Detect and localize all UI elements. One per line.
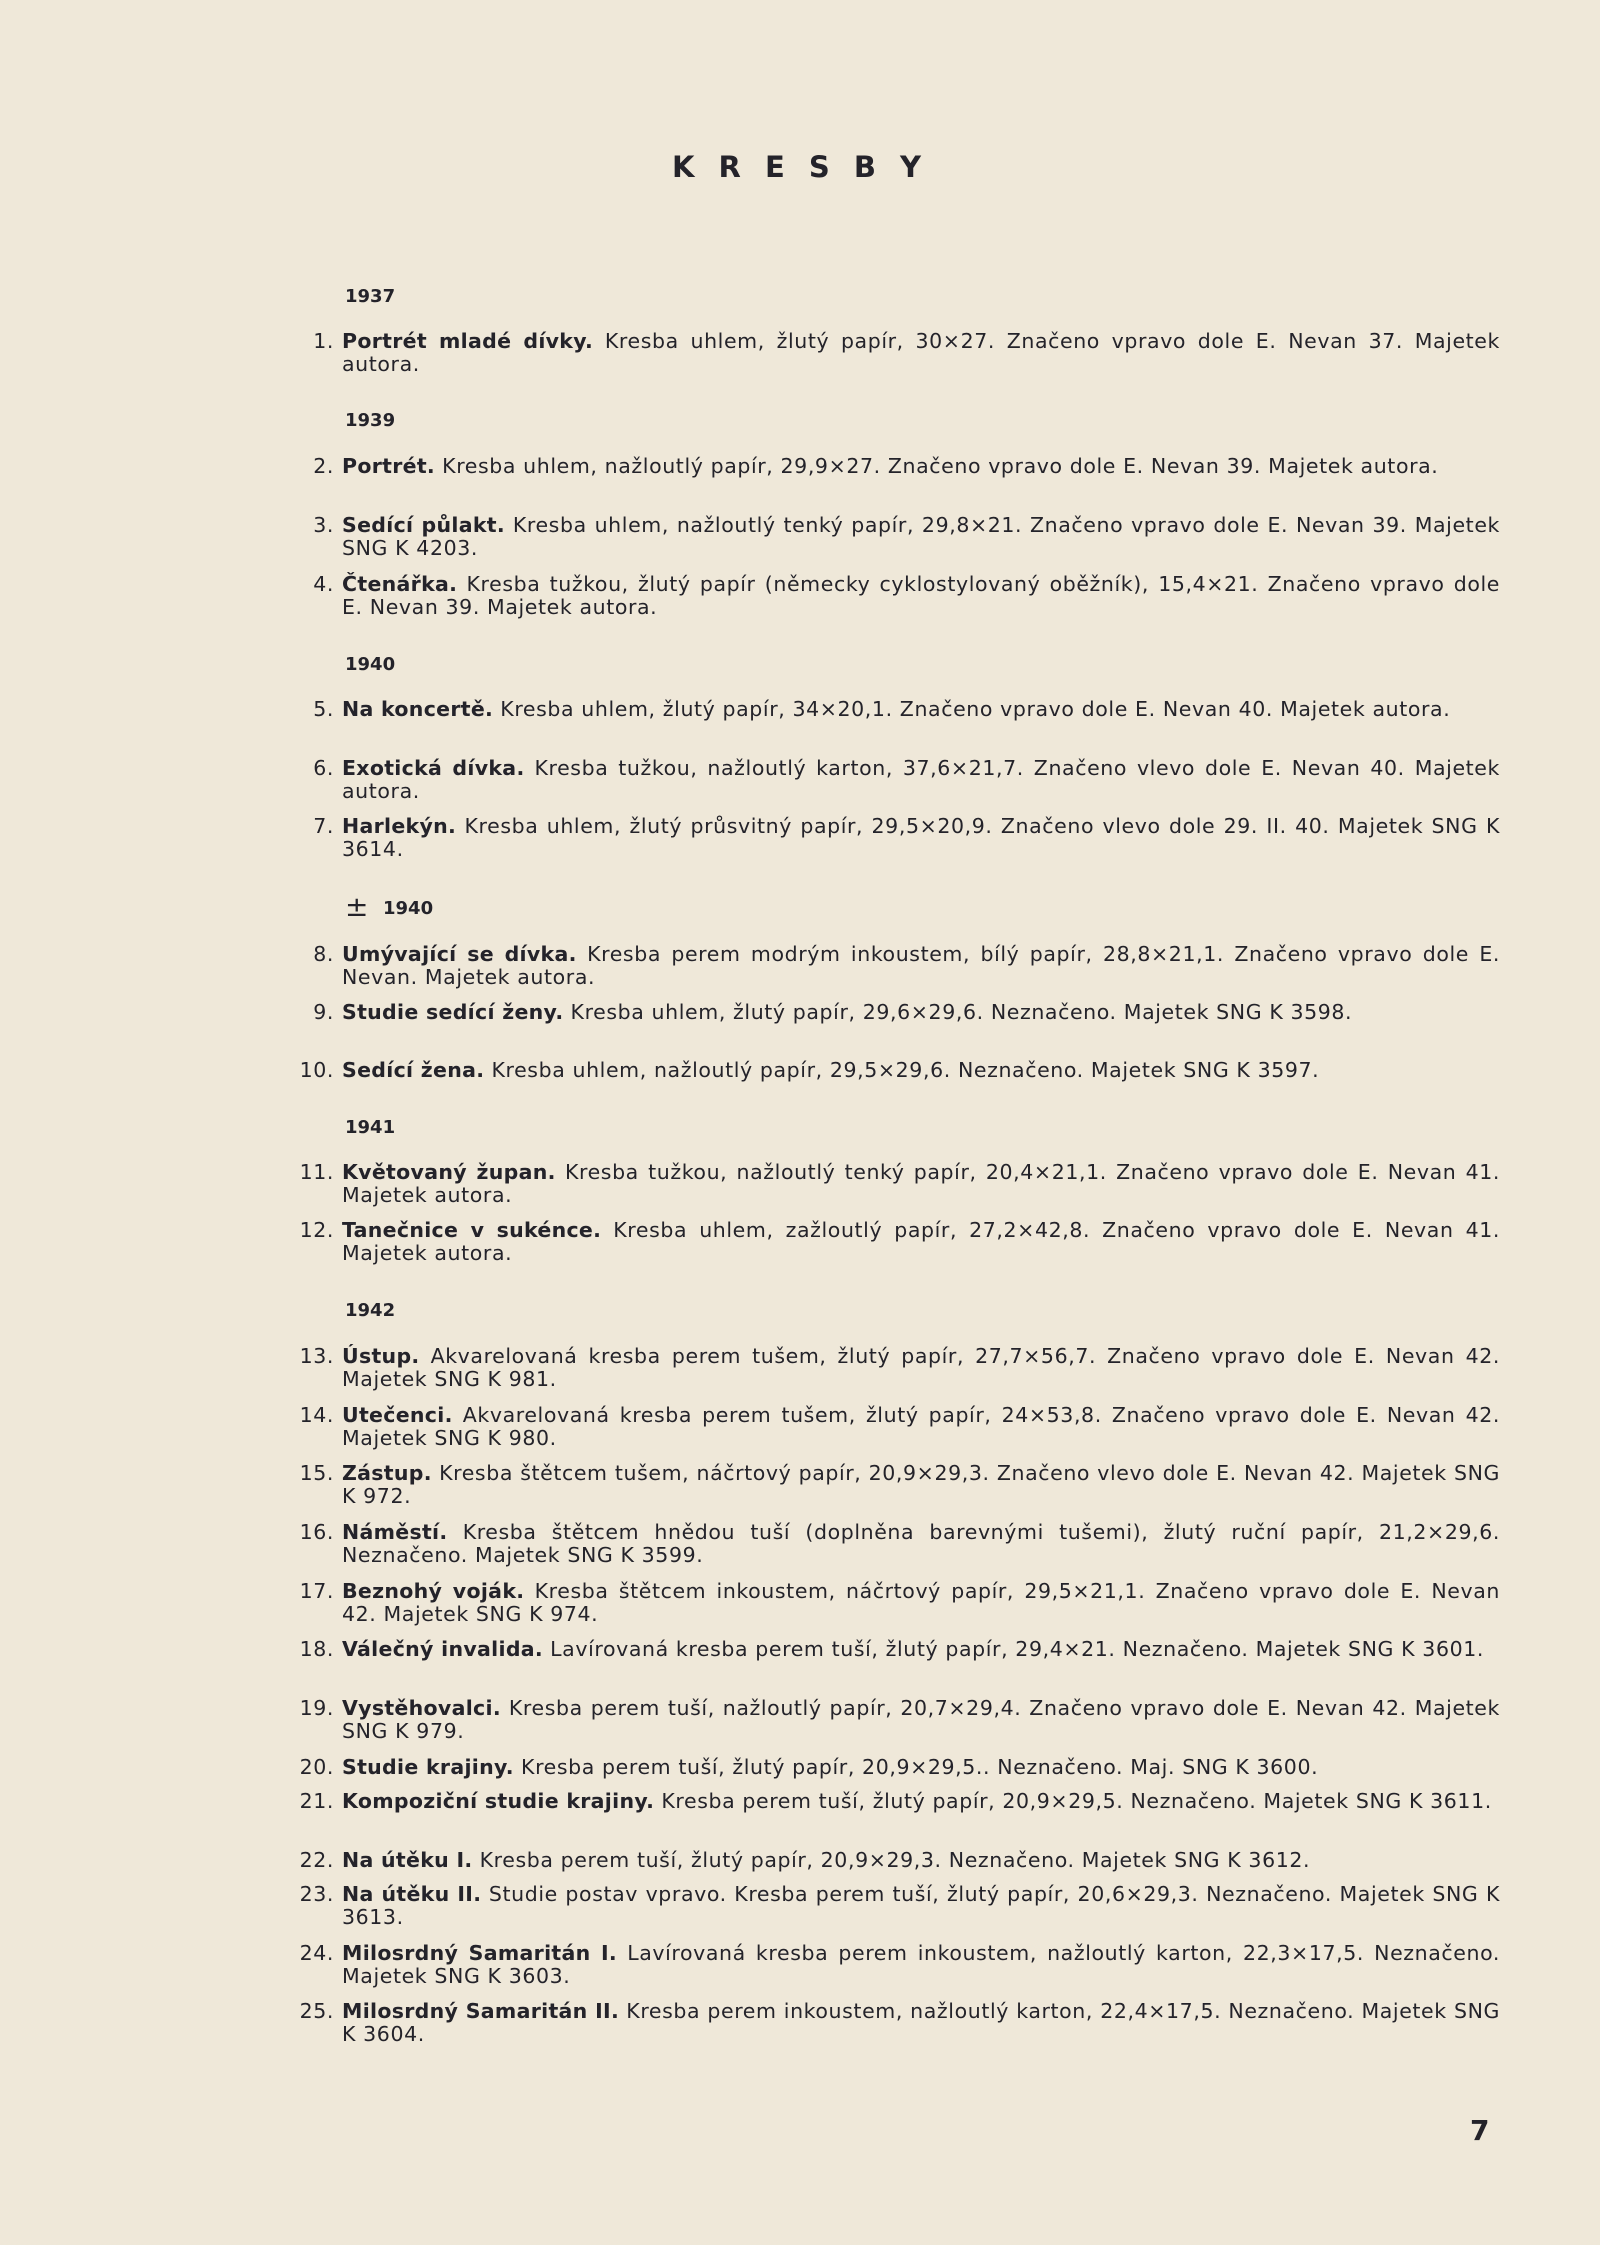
- entry-number: 25.: [299, 1999, 334, 2023]
- year-heading: [345, 890, 434, 923]
- entry-description: Kresba štětcem hnědou tuší (doplněna barevnými tušemi), žlutý ruční papír, 21,2×29,6. Neznačeno. Majetek SNG K 3599.: [342, 1520, 1500, 1567]
- entry-description: Kresba uhlem, nažloutlý papír, 29,5×29,6. Neznačeno. Majetek SNG K 3597.: [491, 1058, 1320, 1082]
- entry-number: 4.: [313, 572, 334, 596]
- entry-description: Lavírovaná kresba perem tuší, žlutý papír, 29,4×21. Neznačeno. Majetek SNG K 3601.: [550, 1637, 1484, 1661]
- year-heading: [345, 410, 395, 432]
- entry-number: 13.: [299, 1344, 334, 1368]
- entry-number: 10.: [299, 1058, 334, 1082]
- year-label: 1941: [345, 1117, 396, 1138]
- entry-text: [342, 2000, 1500, 2046]
- entry-number: 16.: [299, 1520, 334, 1544]
- entry-title: Portrét mladé dívky.: [342, 329, 594, 353]
- entry-text: [342, 1883, 1500, 1929]
- entry-text: [342, 1161, 1500, 1207]
- entry-title: Na útěku I.: [342, 1848, 473, 1872]
- year-heading: [345, 654, 395, 676]
- entry-title: Tanečnice v sukénce.: [342, 1218, 602, 1242]
- entry-text: [342, 1001, 1500, 1024]
- entry-text: [342, 757, 1500, 803]
- year-label: 1940: [383, 898, 434, 919]
- entry-text: [342, 514, 1500, 560]
- entry-number: 24.: [299, 1941, 334, 1965]
- entry-number: 7.: [313, 814, 334, 838]
- entry-title: Ústup.: [342, 1344, 420, 1368]
- entry-description: Akvarelovaná kresba perem tušem, žlutý papír, 24×53,8. Značeno vpravo dole E. Nevan 42. Majetek SNG K 980.: [342, 1403, 1501, 1450]
- entry-title: Květovaný župan.: [342, 1160, 556, 1184]
- entry-title: Studie krajiny.: [342, 1755, 514, 1779]
- year-heading: [345, 286, 395, 308]
- entry-description: Kresba uhlem, nažloutlý tenký papír, 29,8×21. Značeno vpravo dole E. Nevan 39. Majetek SNG K 4203.: [342, 513, 1500, 560]
- year-label: 1940: [345, 654, 396, 675]
- entry-number: 17.: [299, 1579, 334, 1603]
- entry-description: Kresba uhlem, nažloutlý papír, 29,9×27. Značeno vpravo dole E. Nevan 39. Majetek autora.: [442, 454, 1439, 478]
- entry-description: Kresba štětcem inkoustem, náčrtový papír, 29,5×21,1. Značeno vpravo dole E. Nevan 42. Majetek SNG K 974.: [342, 1579, 1500, 1626]
- entry-title: Portrét.: [342, 454, 436, 478]
- entry-description: Kresba tužkou, nažloutlý tenký papír, 20,4×21,1. Značeno vpravo dole E. Nevan 41. Majetek autora.: [342, 1160, 1500, 1207]
- year-heading: [345, 1117, 395, 1139]
- approx-symbol: ±: [345, 890, 369, 923]
- entry-number: 3.: [313, 513, 334, 537]
- entry-description: Lavírovaná kresba perem inkoustem, nažloutlý karton, 22,3×17,5. Neznačeno. Majetek SNG K 3603.: [342, 1941, 1500, 1988]
- entry-number: 6.: [313, 756, 334, 780]
- entry-description: Kresba uhlem, žlutý papír, 30×27. Značeno vpravo dole E. Nevan 37. Majetek autora.: [342, 329, 1500, 376]
- entry-title: Čtenářka.: [342, 572, 458, 596]
- entry-title: Milosrdný Samaritán I.: [342, 1941, 618, 1965]
- entry-description: Kresba uhlem, žlutý papír, 34×20,1. Značeno vpravo dole E. Nevan 40. Majetek autora.: [500, 697, 1451, 721]
- entry-title: Náměstí.: [342, 1520, 448, 1544]
- entry-text: [342, 455, 1500, 478]
- entry-title: Exotická dívka.: [342, 756, 525, 780]
- entry-title: Beznohý voják.: [342, 1579, 525, 1603]
- entry-text: [342, 1756, 1500, 1779]
- entry-number: 14.: [299, 1403, 334, 1427]
- entry-description: Kresba uhlem, zažloutlý papír, 27,2×42,8. Značeno vpravo dole E. Nevan 41. Majetek autora.: [342, 1218, 1500, 1265]
- year-label: 1937: [345, 286, 396, 307]
- entry-title: Sedící žena.: [342, 1058, 485, 1082]
- entry-number: 11.: [299, 1160, 334, 1184]
- entry-number: 2.: [313, 454, 334, 478]
- entry-description: Studie postav vpravo. Kresba perem tuší, žlutý papír, 20,6×29,3. Neznačeno. Majetek SNG K 3613.: [342, 1882, 1500, 1929]
- entry-text: [342, 815, 1500, 861]
- year-label: 1939: [345, 410, 396, 431]
- entry-text: [342, 1638, 1500, 1661]
- entry-number: 12.: [299, 1218, 334, 1242]
- entry-number: 15.: [299, 1461, 334, 1485]
- entry-number: 5.: [313, 697, 334, 721]
- year-heading: [345, 1300, 395, 1322]
- entry-text: [342, 573, 1500, 619]
- entry-text: [342, 1059, 1500, 1082]
- entry-text: [342, 1580, 1500, 1626]
- entry-title: Zástup.: [342, 1461, 432, 1485]
- entry-title: Sedící půlakt.: [342, 513, 505, 537]
- entry-text: [342, 330, 1500, 376]
- entry-text: [342, 1697, 1500, 1743]
- entry-description: Kresba perem tuší, nažloutlý papír, 20,7×29,4. Značeno vpravo dole E. Nevan 42. Majetek SNG K 979.: [342, 1696, 1500, 1743]
- entry-text: [342, 1404, 1500, 1450]
- entry-title: Vystěhovalci.: [342, 1696, 501, 1720]
- entry-title: Válečný invalida.: [342, 1637, 544, 1661]
- entry-number: 18.: [299, 1637, 334, 1661]
- entry-text: [342, 1462, 1500, 1508]
- entry-description: Kresba perem modrým inkoustem, bílý papír, 28,8×21,1. Značeno vpravo dole E. Nevan. Majetek autora.: [342, 942, 1501, 989]
- entry-title: Na útěku II.: [342, 1882, 482, 1906]
- entry-description: Akvarelovaná kresba perem tušem, žlutý papír, 27,7×56,7. Značeno vpravo dole E. Nevan 42. Majetek SNG K 981.: [342, 1344, 1500, 1391]
- entry-number: 19.: [299, 1696, 334, 1720]
- entry-title: Utečenci.: [342, 1403, 453, 1427]
- entry-number: 1.: [313, 329, 334, 353]
- entry-number: 8.: [313, 942, 334, 966]
- entry-description: Kresba perem tuší, žlutý papír, 20,9×29,3. Neznačeno. Majetek SNG K 3612.: [479, 1848, 1311, 1872]
- entry-text: [342, 1849, 1500, 1872]
- entry-text: [342, 698, 1500, 721]
- entry-text: [342, 1790, 1500, 1813]
- entry-number: 20.: [299, 1755, 334, 1779]
- entry-title: Na koncertě.: [342, 697, 494, 721]
- entry-title: Harlekýn.: [342, 814, 457, 838]
- entry-text: [342, 1942, 1500, 1988]
- entry-title: Kompoziční studie krajiny.: [342, 1789, 655, 1813]
- entry-number: 22.: [299, 1848, 334, 1872]
- entry-text: [342, 1345, 1500, 1391]
- page-number: 7: [1470, 2114, 1490, 2147]
- entry-description: Kresba štětcem tušem, náčrtový papír, 20,9×29,3. Značeno vlevo dole E. Nevan 42. Majetek SNG K 972.: [342, 1461, 1500, 1508]
- entry-title: Studie sedící ženy.: [342, 1000, 564, 1024]
- entry-description: Kresba tužkou, nažloutlý karton, 37,6×21,7. Značeno vlevo dole E. Nevan 40. Majetek autora.: [342, 756, 1500, 803]
- entry-title: Milosrdný Samaritán II.: [342, 1999, 620, 2023]
- entry-number: 9.: [313, 1000, 334, 1024]
- entry-title: Umývající se dívka.: [342, 942, 577, 966]
- entry-description: Kresba perem tuší, žlutý papír, 20,9×29,5. Neznačeno. Majetek SNG K 3611.: [661, 1789, 1492, 1813]
- entry-description: Kresba perem inkoustem, nažloutlý karton, 22,4×17,5. Neznačeno. Majetek SNG K 3604.: [342, 1999, 1500, 2046]
- entry-text: [342, 943, 1500, 989]
- entry-number: 21.: [299, 1789, 334, 1813]
- entry-description: Kresba tužkou, žlutý papír (německy cyklostylovaný oběžník), 15,4×21. Značeno vpravo dole E. Nevan 39. Majetek autora.: [342, 572, 1500, 619]
- year-label: 1942: [345, 1300, 396, 1321]
- entry-text: [342, 1521, 1500, 1567]
- page-title: K R E S B Y: [671, 150, 929, 184]
- entry-description: Kresba uhlem, žlutý průsvitný papír, 29,5×20,9. Značeno vlevo dole 29. II. 40. Majetek SNG K 3614.: [342, 814, 1500, 861]
- entry-text: [342, 1219, 1500, 1265]
- entry-description: Kresba perem tuší, žlutý papír, 20,9×29,5.. Neznačeno. Maj. SNG K 3600.: [521, 1755, 1319, 1779]
- entry-description: Kresba uhlem, žlutý papír, 29,6×29,6. Neznačeno. Majetek SNG K 3598.: [570, 1000, 1353, 1024]
- entry-number: 23.: [299, 1882, 334, 1906]
